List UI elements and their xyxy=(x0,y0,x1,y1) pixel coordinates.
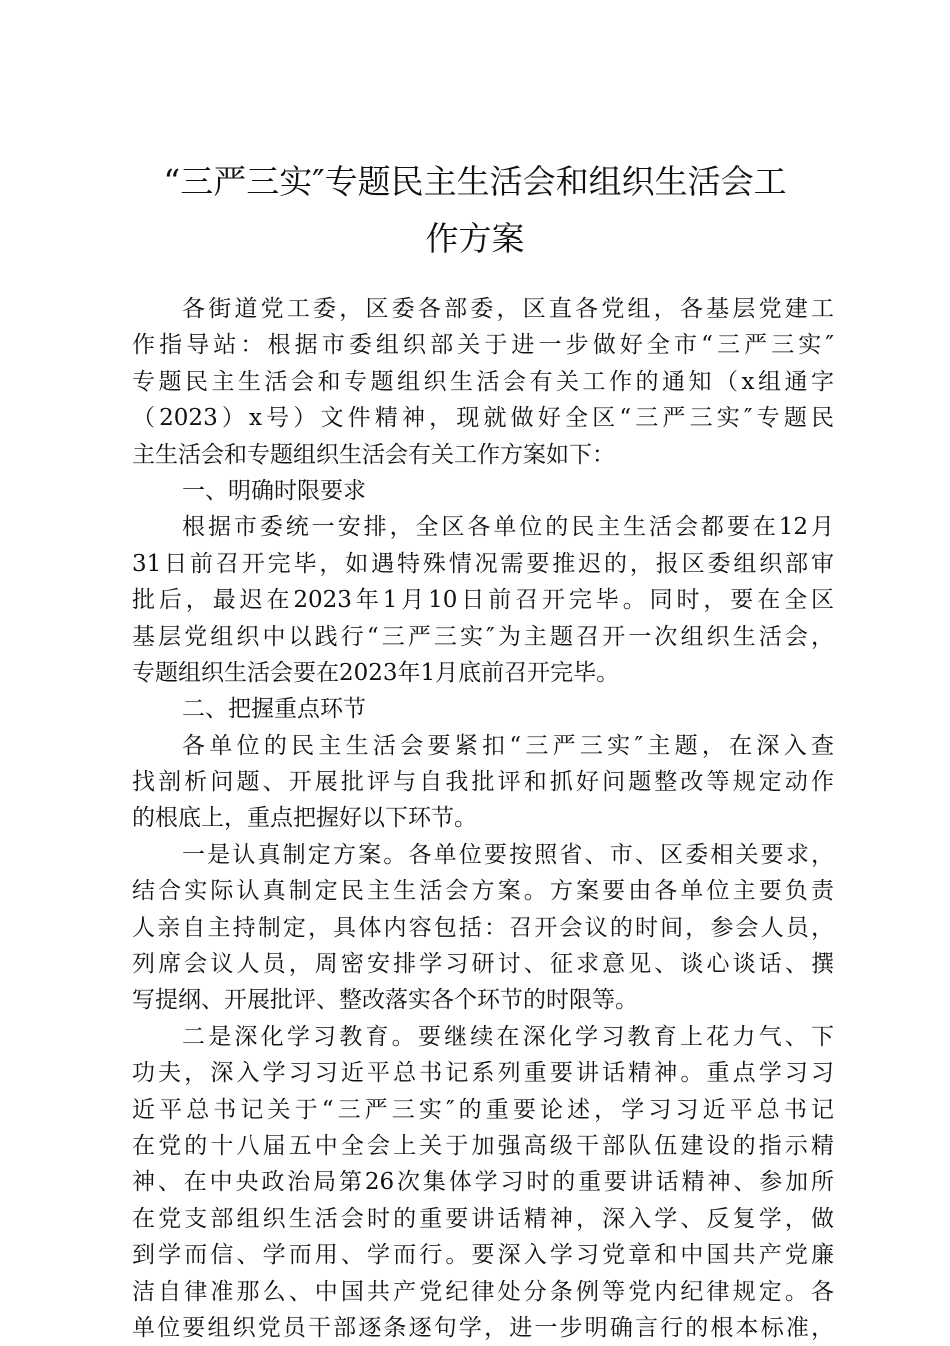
body-text-line: 专题组织生活会要在2023年1月底前召开完毕。 xyxy=(132,659,620,686)
body-text-line: 单位要组织党员干部逐条逐句学，进一步明确言行的根本标准， xyxy=(132,1314,834,1341)
body-text-line: 基层党组织中以践行“三严三实″为主题召开一次组织生活会， xyxy=(132,623,834,650)
body-text-line: 作指导站：根据市委组织部关于进一步做好全市“三严三实″ xyxy=(132,332,834,359)
body-text-line: 结合实际认真制定民主生活会方案。方案要由各单位主要负责 xyxy=(132,878,834,905)
body-text-line: 功夫，深入学习习近平总书记系列重要讲话精神。重点学习习 xyxy=(132,1060,834,1087)
body-text-line: 根据市委统一安排，全区各单位的民主生活会都要在12月 xyxy=(182,514,834,541)
body-text-line: 神、在中央政治局第26次集体学习时的重要讲话精神、参加所 xyxy=(132,1169,834,1196)
body-text-line: 各单位的民主生活会要紧扣“三严三实″主题，在深入查 xyxy=(182,732,834,759)
body-text-line: 一、明确时限要求 xyxy=(182,477,366,504)
body-text-line: 近平总书记关于“三严三实″的重要论述，学习习近平总书记 xyxy=(132,1096,834,1123)
body-text-line: 人亲自主持制定，具体内容包括：召开会议的时间，参会人员， xyxy=(132,914,834,941)
document-body xyxy=(132,291,834,1346)
body-text-line: 在党支部组织生活会时的重要讲话精神，深入学、反复学，做 xyxy=(132,1205,834,1232)
body-text-line: （2023）x号）文件精神，现就做好全区“三严三实″专题民 xyxy=(132,405,834,432)
body-text-line: 找剖析问题、开展批评与自我批评和抓好问题整改等规定动作 xyxy=(132,769,834,796)
body-text-line: 专题民主生活会和专题组织生活会有关工作的通知（x组通字 xyxy=(132,368,834,395)
body-text-line: 31日前召开完毕，如遇特殊情况需要推迟的，报区委组织部审 xyxy=(132,550,834,577)
body-text-line: 到学而信、学而用、学而行。要深入学习党章和中国共产党廉 xyxy=(132,1242,834,1269)
body-text-line: 列席会议人员，周密安排学习研讨、征求意见、谈心谈话、撰 xyxy=(132,951,834,978)
body-text-line: 一是认真制定方案。各单位要按照省、市、区委相关要求， xyxy=(182,841,834,868)
body-text-line: 的根底上，重点把握好以下环节。 xyxy=(132,805,477,832)
body-text-line: 各街道党工委，区委各部委，区直各党组，各基层党建工 xyxy=(182,296,834,322)
body-text-line: 在党的十八届五中全会上关于加强高级干部队伍建设的指示精 xyxy=(132,1132,834,1159)
document-title-line-1: “三严三实″专题民主生活会和组织生活会工 xyxy=(163,162,787,201)
body-text-line: 洁自律准那么、中国共产党纪律处分条例等党内纪律规定。各 xyxy=(132,1278,834,1305)
body-text-line: 写提纲、开展批评、整改落实各个环节的时限等。 xyxy=(132,987,638,1014)
body-text-line: 二、把握重点环节 xyxy=(182,696,366,723)
document-title-line-2: 作方案 xyxy=(425,219,525,258)
body-text-line: 批后，最迟在2023年1月10日前召开完毕。同时，要在全区 xyxy=(132,587,834,614)
body-text-line: 主生活会和专题组织生活会有关工作方案如下： xyxy=(132,441,615,468)
body-text-line: 二是深化学习教育。要继续在深化学习教育上花力气、下 xyxy=(182,1023,834,1050)
